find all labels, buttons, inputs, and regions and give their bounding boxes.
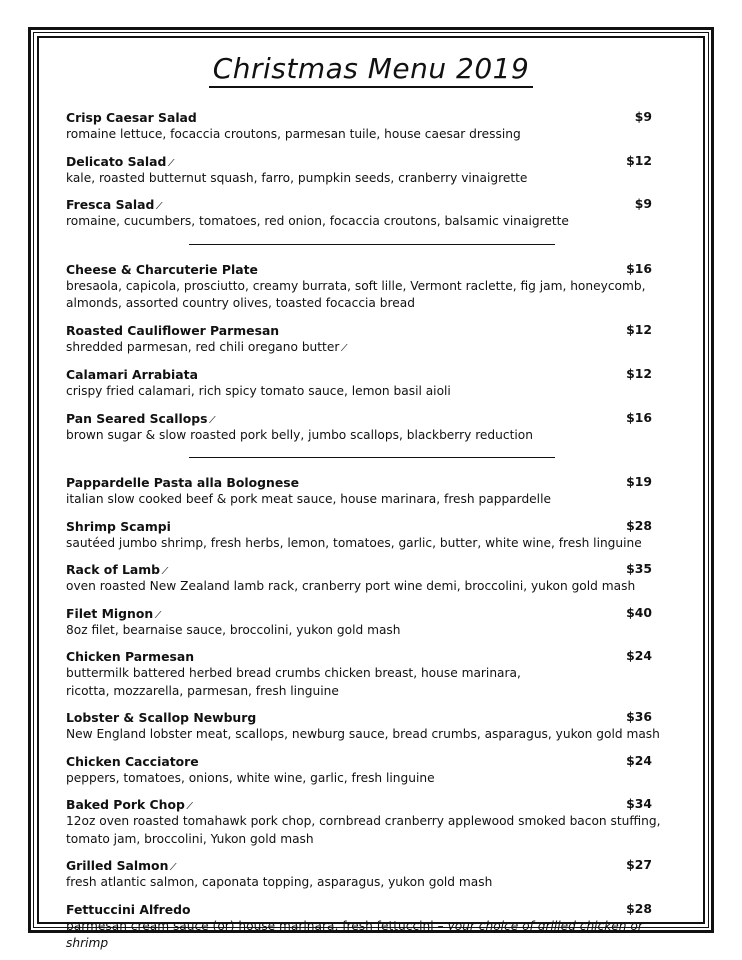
menu-item-name: Grilled Salmon — [66, 858, 169, 873]
menu-item-header — [66, 899, 662, 918]
menu-item-name: Pappardelle Pasta alla Bolognese — [66, 475, 300, 490]
menu-item-price: $35 — [626, 561, 652, 576]
menu-item-price: $12 — [626, 321, 652, 337]
menu-item-header — [66, 408, 662, 427]
menu-item-header — [66, 194, 662, 213]
menu-item-description: romaine, cucumbers, tomatoes, red onion, focaccia croutons, balsamic vinaigrette — [66, 214, 569, 228]
menu-item-header — [66, 751, 662, 770]
menu-item — [66, 194, 662, 231]
menu-item-price: $12 — [626, 152, 652, 168]
menu-item-description: romaine lettuce, focaccia croutons, parmesan tuile, house caesar dressing — [66, 127, 521, 141]
menu-item-name: Filet Mignon — [66, 605, 154, 621]
menu-item-note: your choice of grilled chicken or shrimp — [66, 918, 643, 950]
menu-item-name: Crisp Caesar Salad — [66, 110, 197, 125]
menu-item-name: Chicken Parmesan — [66, 649, 195, 664]
menu-item-description: oven roasted New Zealand lamb rack, cranberry port wine demi, broccolini, yukon gold mash — [66, 579, 636, 593]
menu-item-description: 12oz oven roasted tomahawk pork chop, cornbread cranberry applewood smoked bacon stuffing, — [66, 814, 661, 828]
leaf-icon: ⁄ — [157, 609, 159, 621]
leaf-icon: ⁄ — [188, 801, 191, 812]
menu-item-description: almonds, assorted country olives, toasted focaccia bread — [66, 296, 415, 310]
menu-item — [66, 603, 662, 640]
menu-item-header — [66, 259, 662, 278]
leaf-icon: ⁄ — [172, 862, 175, 873]
menu-item-description: brown sugar & slow roasted pork belly, jumbo scallops, blackberry reduction — [66, 427, 533, 442]
menu-item — [66, 707, 662, 744]
menu-item — [66, 559, 662, 596]
menu-list — [66, 107, 662, 960]
menu-item-header — [66, 646, 662, 665]
menu-item-description: peppers, tomatoes, onions, white wine, garlic, fresh linguine — [66, 770, 435, 785]
menu-item-name: Lobster & Scallop Newburg — [66, 710, 257, 725]
menu-item-header — [66, 107, 662, 126]
menu-item-name: Rack of Lamb — [66, 562, 161, 577]
menu-item — [66, 646, 662, 700]
menu-item-description: tomato jam, broccolini, Yukon gold mash — [66, 831, 314, 846]
menu-title: Christmas Menu 2019 — [0, 52, 742, 85]
menu-item — [66, 899, 662, 953]
menu-item-price: $19 — [626, 474, 652, 489]
menu-item — [66, 151, 662, 188]
menu-item-header — [66, 472, 662, 491]
menu-item-description: kale, roasted butternut squash, farro, pumpkin seeds, cranberry vinaigrette — [66, 170, 528, 185]
menu-item-header — [66, 151, 662, 170]
menu-item-header — [66, 320, 662, 339]
menu-item-name: Calamari Arrabiata — [66, 367, 198, 382]
menu-item-description: New England lobster meat, scallops, newburg sauce, bread crumbs, asparagus, yukon gold mash — [66, 727, 660, 741]
leaf-icon: ⁄ — [170, 157, 173, 169]
menu-item-description: italian slow cooked beef & pork meat sauce, house marinara, fresh pappardelle — [66, 492, 551, 506]
menu-item-price: $9 — [634, 109, 652, 124]
leaf-icon: ⁄ — [343, 342, 346, 354]
menu-item-description: sautéed jumbo shrimp, fresh herbs, lemon, tomatoes, garlic, butter, white wine, fresh linguine — [66, 535, 642, 550]
section-divider — [189, 244, 555, 245]
menu-item-description: parmesan cream sauce (or) house marinara, fresh fettuccini – your choice of grilled chicken or shrimp — [66, 918, 643, 950]
menu-item-price: $27 — [626, 857, 652, 872]
menu-item-name: Delicato Salad — [66, 153, 167, 169]
menu-item-price: $40 — [626, 604, 652, 620]
menu-item-description: 8oz filet, bearnaise sauce, broccolini, yukon gold mash — [66, 622, 401, 637]
menu-item-description: buttermilk battered herbed bread crumbs chicken breast, house marinara, — [66, 666, 521, 680]
menu-item-name: Cheese & Charcuterie Plate — [66, 261, 258, 277]
menu-item-price: $9 — [634, 196, 652, 211]
menu-item — [66, 259, 662, 313]
menu-item-price: $16 — [626, 260, 652, 276]
section-divider — [189, 457, 555, 458]
menu-item-price: $34 — [626, 796, 652, 811]
menu-item-price: $28 — [626, 517, 652, 533]
menu-item-header — [66, 707, 662, 726]
menu-item-name: Fresca Salad — [66, 197, 155, 212]
menu-item-price: $36 — [626, 709, 652, 724]
menu-item — [66, 472, 662, 509]
menu-item-price: $28 — [626, 900, 652, 916]
menu-item-header — [66, 516, 662, 535]
menu-item — [66, 751, 662, 788]
leaf-icon: ⁄ — [158, 201, 161, 212]
leaf-icon: ⁄ — [211, 414, 214, 426]
menu-item — [66, 794, 662, 848]
menu-item-header — [66, 855, 662, 874]
menu-item — [66, 408, 662, 445]
menu-item-description: ricotta, mozzarella, parmesan, fresh linguine — [66, 683, 339, 698]
menu-item-header — [66, 364, 662, 383]
menu-item-description: bresaola, capicola, prosciutto, creamy burrata, soft lille, Vermont raclette, fig jam, honeycomb, — [66, 278, 646, 293]
menu-item-price: $24 — [626, 752, 652, 768]
menu-item-price: $12 — [626, 366, 652, 381]
menu-item — [66, 516, 662, 553]
leaf-icon: ⁄ — [164, 566, 166, 577]
menu-item-price: $24 — [626, 648, 652, 663]
menu-item-name: Pan Seared Scallops — [66, 410, 208, 426]
menu-item — [66, 320, 662, 358]
menu-item — [66, 364, 662, 401]
menu-item — [66, 107, 662, 144]
menu-item-description: shredded parmesan, red chili oregano butter ⁄ — [66, 339, 346, 354]
menu-item-price: $16 — [626, 409, 652, 425]
menu-item-name: Fettuccini Alfredo — [66, 901, 191, 917]
menu-item-header — [66, 794, 662, 813]
menu-item-header — [66, 559, 662, 578]
menu-item-header — [66, 603, 662, 622]
menu-item-name: Baked Pork Chop — [66, 797, 185, 812]
menu-item-name: Chicken Cacciatore — [66, 753, 199, 769]
menu-item-name: Roasted Cauliflower Parmesan — [66, 322, 280, 338]
menu-item-description: crispy fried calamari, rich spicy tomato sauce, lemon basil aioli — [66, 384, 451, 398]
menu-item — [66, 855, 662, 892]
menu-item-description: fresh atlantic salmon, caponata topping, asparagus, yukon gold mash — [66, 875, 493, 889]
menu-item-name: Shrimp Scampi — [66, 518, 171, 534]
